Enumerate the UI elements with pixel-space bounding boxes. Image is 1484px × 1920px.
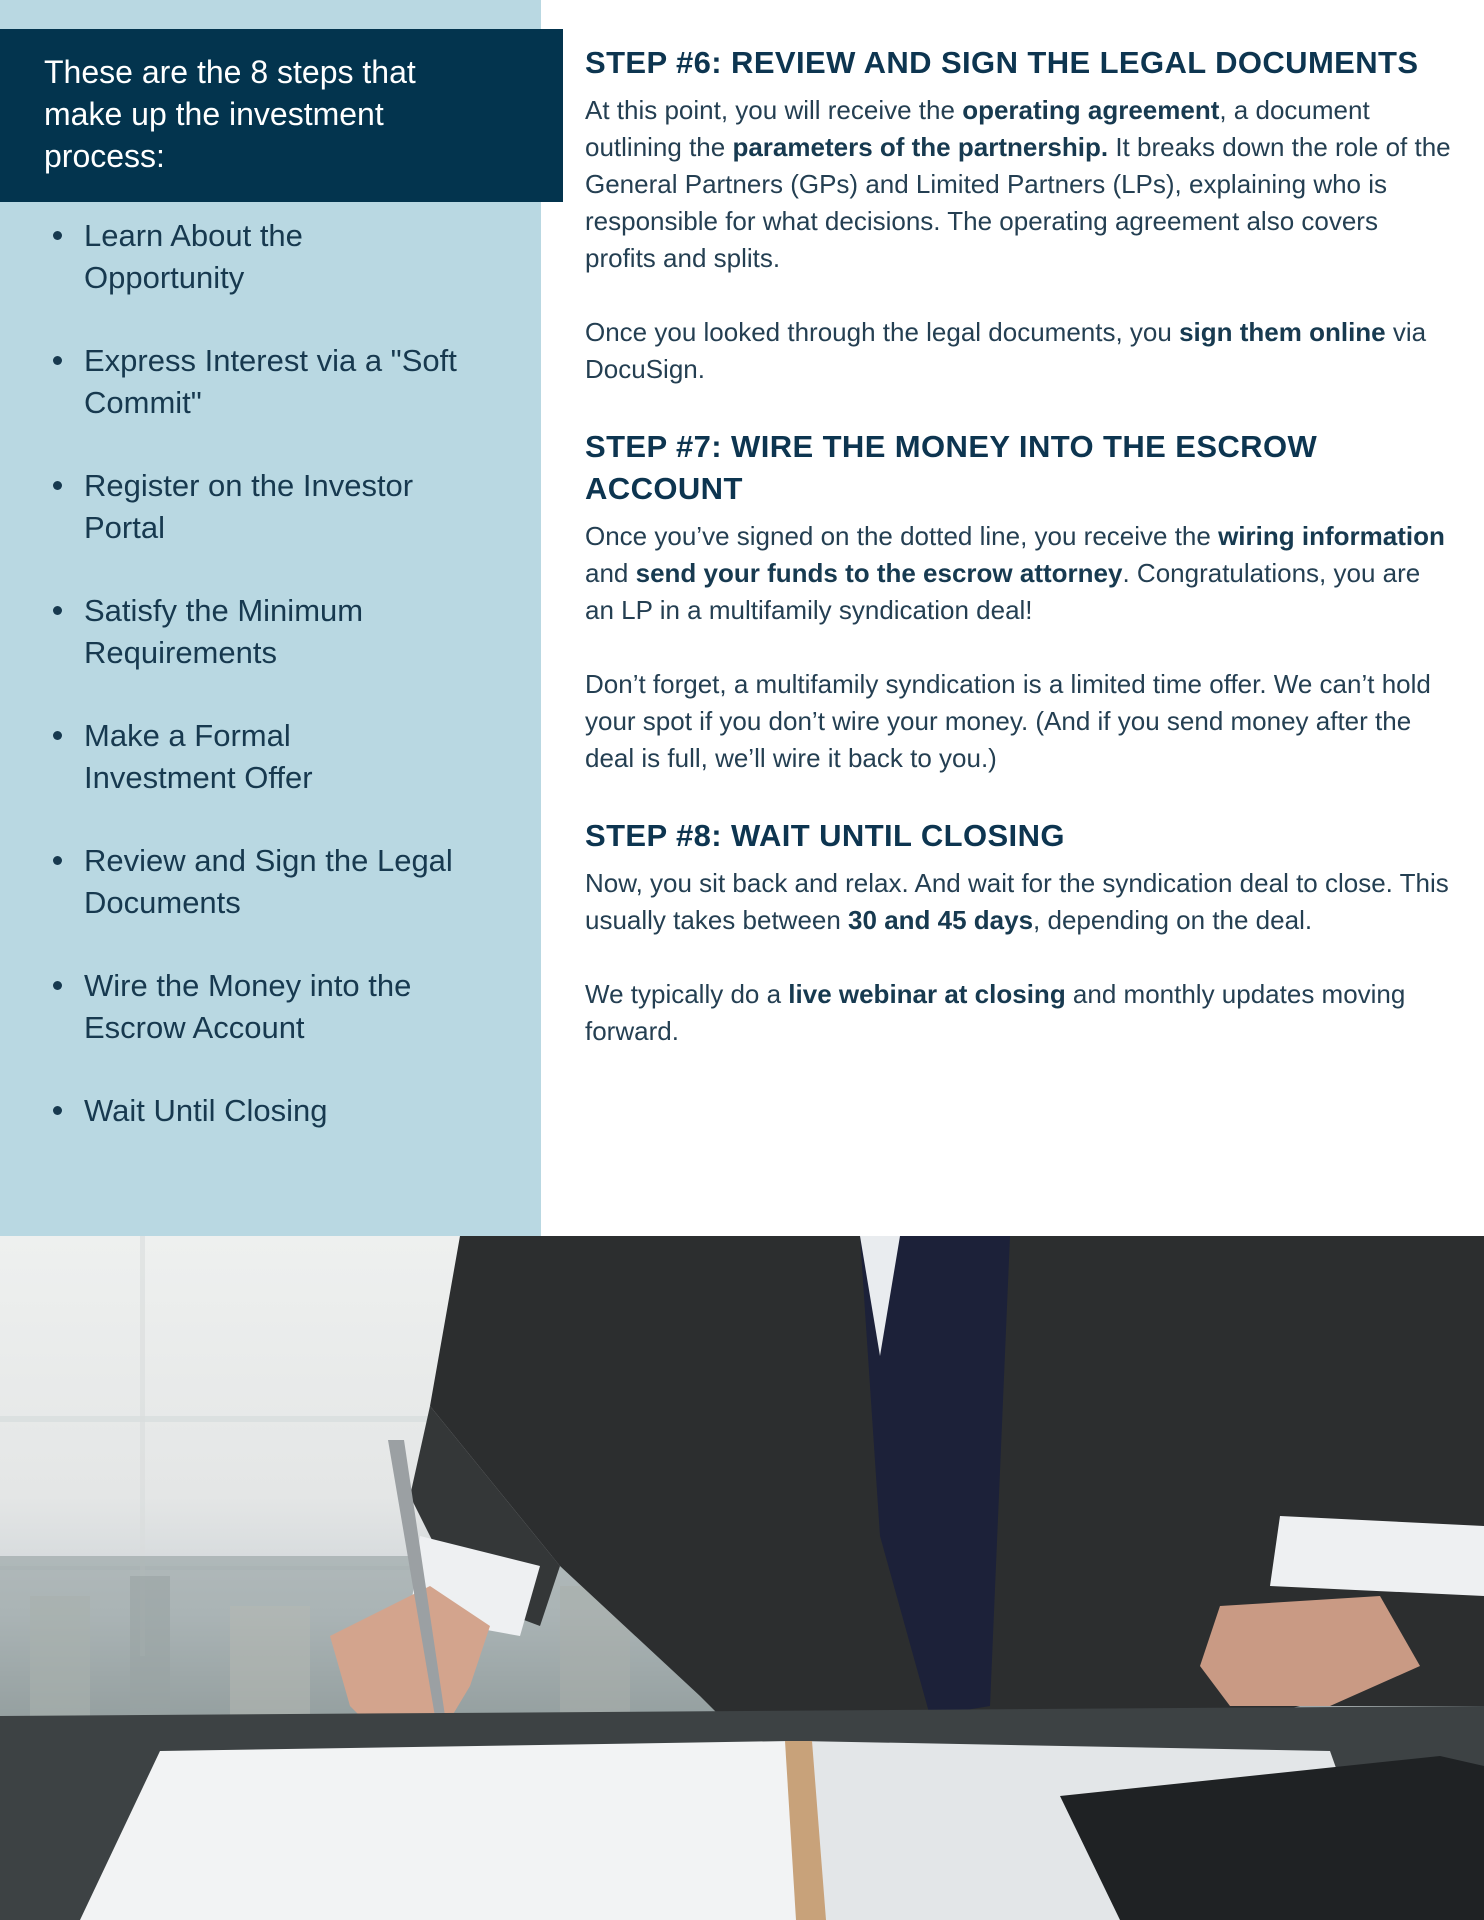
step-label: Investment Offer	[84, 760, 313, 795]
step-7-section	[585, 426, 1455, 777]
bullet-icon	[53, 981, 62, 990]
step-8-paragraph-1	[585, 865, 1455, 939]
bullet-icon	[53, 856, 62, 865]
step-label: Escrow Account	[84, 1010, 305, 1045]
list-item	[0, 590, 541, 715]
step-label: Review and Sign the Legal	[84, 843, 453, 878]
bold-text: operating agreement	[962, 95, 1220, 125]
bold-text: live webinar at closing	[788, 979, 1066, 1009]
step-6-title: STEP #6: REVIEW AND SIGN THE LEGAL DOCUMENTS	[585, 45, 1419, 80]
bold-text: send your funds to the escrow attorney	[635, 558, 1123, 588]
bold-text: 30 and 45 days	[848, 905, 1034, 935]
step-6-paragraph-1	[585, 92, 1455, 277]
bullet-icon	[53, 481, 62, 490]
steps-content	[585, 42, 1455, 1088]
text-run: We typically do a	[585, 979, 789, 1009]
sidebar-intro-line: These are the 8 steps that	[44, 54, 416, 90]
text-run: , a document outlining the	[585, 95, 1370, 162]
steps-sidebar	[0, 0, 541, 1236]
bullet-icon	[53, 356, 62, 365]
step-6-section	[585, 42, 1455, 388]
step-label: Wire the Money into the	[84, 968, 412, 1003]
text-run: Once you’ve signed on the dotted line, you receive the	[585, 521, 1219, 551]
step-label: Opportunity	[84, 260, 245, 295]
text-run: via DocuSign.	[585, 317, 1427, 384]
step-label: Make a Formal	[84, 718, 291, 753]
bold-text: parameters of the partnership.	[732, 132, 1109, 162]
step-8-title: STEP #8: WAIT UNTIL CLOSING	[585, 818, 1065, 853]
list-item	[0, 840, 541, 965]
sidebar-intro-box	[0, 29, 563, 202]
text-run: . Congratulations, you are an LP in a multifamily syndication deal!	[585, 558, 1421, 625]
text-run: Once you looked through the legal documents, you	[585, 317, 1180, 347]
step-7-paragraph-1	[585, 518, 1455, 629]
list-item	[0, 1090, 541, 1215]
signing-photo-illustration	[0, 1236, 1484, 1920]
bold-text: wiring information	[1218, 521, 1445, 551]
step-label: Requirements	[84, 635, 277, 670]
step-label: Documents	[84, 885, 241, 920]
steps-list	[0, 215, 541, 1215]
text-run: It breaks down the role of the General Partners (GPs) and Limited Partners (LPs), explaining who is responsible for what decisions. The operating agreement also covers profits and splits.	[585, 132, 1451, 273]
sidebar-intro-line: process:	[44, 138, 165, 174]
step-label: Express Interest via a "Soft	[84, 343, 457, 378]
step-6-paragraph-2	[585, 314, 1455, 388]
step-label: Portal	[84, 510, 165, 545]
bullet-icon	[53, 731, 62, 740]
text-run: Now, you sit back and relax. And wait for the syndication deal to close. This usually takes between	[585, 868, 1449, 935]
text-run: At this point, you will receive the	[585, 95, 963, 125]
text-run: and	[585, 558, 636, 588]
text-run: , depending on the deal.	[1033, 905, 1313, 935]
bullet-icon	[53, 231, 62, 240]
list-item	[0, 465, 541, 590]
bullet-icon	[53, 606, 62, 615]
list-item	[0, 340, 541, 465]
step-label: Wait Until Closing	[84, 1093, 328, 1128]
step-label: Commit"	[84, 385, 202, 420]
step-7-paragraph-2: Don’t forget, a multifamily syndication is a limited time offer. We can’t hold your spot if you don’t wire your money. (And if you send money after the deal is full, we’ll wire it back to you.)	[585, 669, 1431, 773]
step-8-paragraph-2	[585, 976, 1455, 1050]
bullet-icon	[53, 1106, 62, 1115]
text-run: and monthly updates moving forward.	[585, 979, 1406, 1046]
step-label: Register on the Investor	[84, 468, 414, 503]
step-7-title: STEP #7: WIRE THE MONEY INTO THE ESCROW ACCOUNT	[585, 429, 1318, 506]
step-8-section	[585, 815, 1455, 1050]
list-item	[0, 715, 541, 840]
signing-documents-photo	[0, 1236, 1484, 1920]
list-item	[0, 965, 541, 1090]
sidebar-intro-line: make up the investment	[44, 96, 384, 132]
step-label: Satisfy the Minimum	[84, 593, 364, 628]
list-item	[0, 215, 541, 340]
bold-text: sign them online	[1179, 317, 1386, 347]
step-label: Learn About the	[84, 218, 303, 253]
